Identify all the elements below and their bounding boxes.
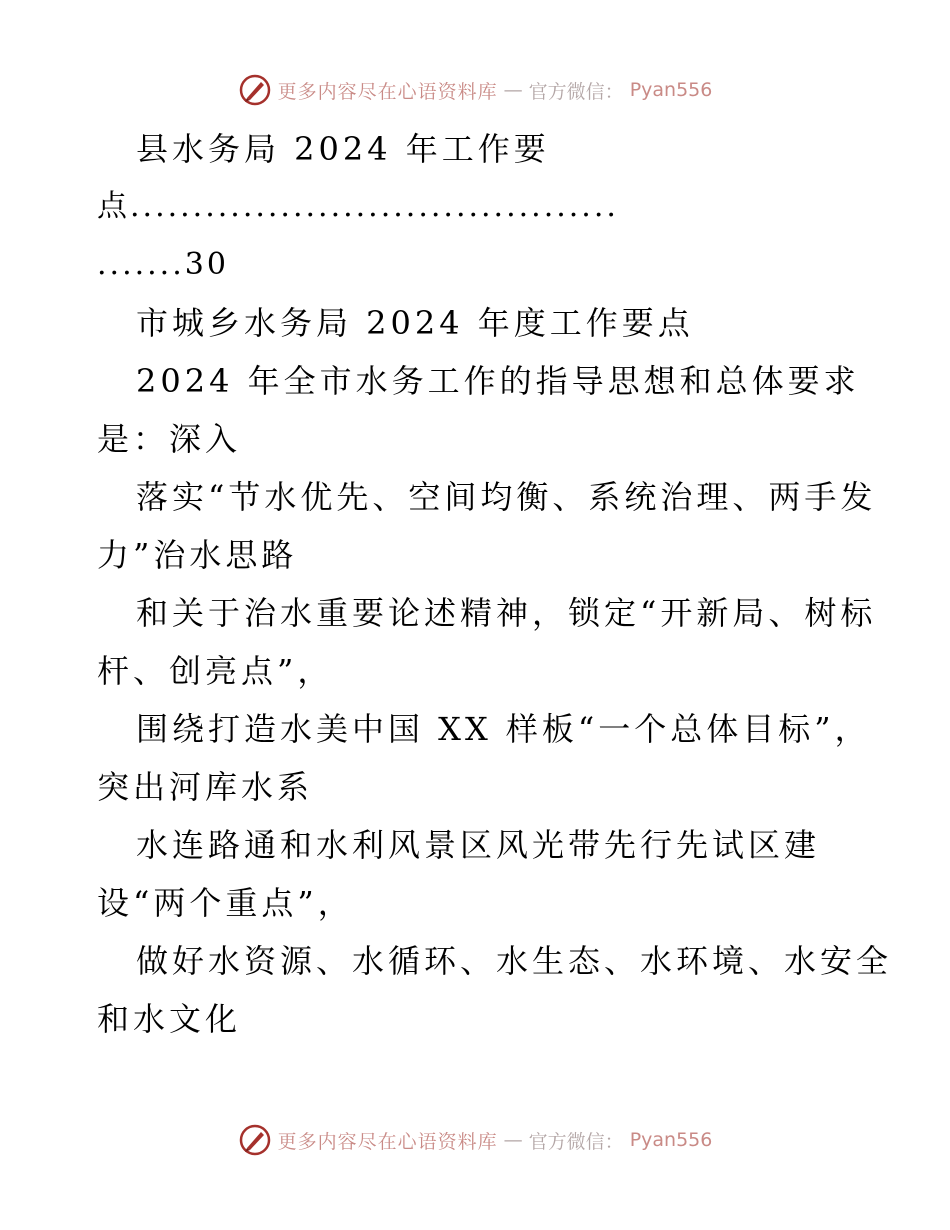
watermark-wechat-id: Pyan556 [629, 79, 713, 101]
body-line: 水连路通和水利风景区风光带先行先试区建 [136, 826, 821, 864]
pen-logo-icon [238, 1123, 272, 1157]
watermark-wechat-label: 官方微信： [528, 1130, 624, 1153]
body-line: 突出河库水系 [97, 768, 314, 806]
body-line: 是：深入 [97, 420, 242, 458]
body-line: 做好水资源、水循环、水生态、水环境、水安全 [136, 942, 893, 980]
body-line: 和水文化 [97, 1000, 242, 1038]
watermark-text: 更多内容尽在心语资料库 [277, 80, 498, 103]
watermark-text: 更多内容尽在心语资料库 [277, 1130, 498, 1153]
body-line: 市城乡水务局 2024 年度工作要点 [136, 304, 694, 342]
pen-logo-icon [238, 73, 272, 107]
body-line: 杆、创亮点”， [97, 652, 334, 690]
watermark-wechat-id: Pyan556 [629, 1129, 713, 1151]
watermark-wechat-label: 官方微信： [528, 80, 624, 103]
watermark-separator: — [503, 1129, 523, 1151]
body-line: 县水务局 2024 年工作要 [136, 130, 550, 168]
body-line-toc-page: .......30 [97, 247, 229, 282]
body-line: 和关于治水重要论述精神，锁定“开新局、树标 [136, 594, 877, 632]
header-watermark [0, 70, 950, 110]
footer-watermark [0, 1120, 950, 1160]
watermark-separator: — [503, 79, 523, 101]
body-line: 力”治水思路 [97, 536, 298, 574]
body-line: 落实“节水优先、空间均衡、系统治理、两手发 [136, 478, 877, 516]
body-line-toc-dots: 点....................................... [97, 189, 619, 224]
body-line: 围绕打造水美中国 XX 样板“一个总体目标”， [136, 710, 871, 748]
body-line: 2024 年全市水务工作的指导思想和总体要求 [136, 362, 860, 400]
body-line: 设“两个重点”， [97, 884, 354, 922]
